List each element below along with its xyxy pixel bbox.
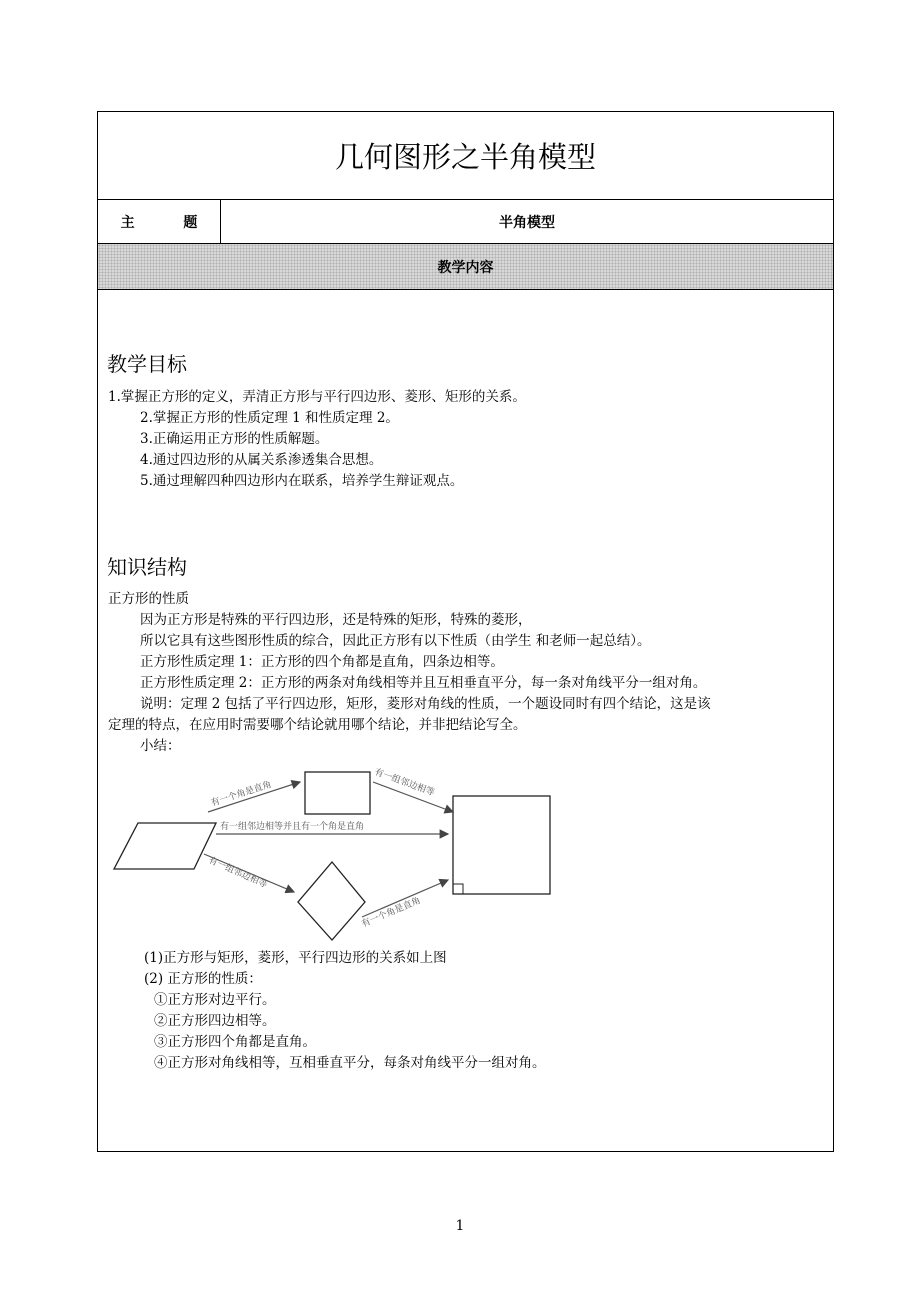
topic-row bbox=[98, 200, 833, 244]
paragraph: 正方形性质定理 2：正方形的两条对角线相等并且互相垂直平分，每一条对角线平分一组对角。 bbox=[140, 675, 707, 691]
label-rhombus-to-square: 有一个角是直角 bbox=[360, 895, 423, 930]
label-para-to-rhombus: 有一组邻边相等 bbox=[206, 855, 269, 891]
topic-label: 主 题 bbox=[98, 200, 221, 243]
goal-item: 4.通过四边形的从属关系渗透集合思想。 bbox=[140, 452, 383, 468]
paragraph: 正方形性质定理 1：正方形的四个角都是直角，四条边相等。 bbox=[140, 654, 504, 670]
summary-line: (2) 正方形的性质： bbox=[144, 971, 262, 987]
goal-item: 5.通过理解四种四边形内在联系，培养学生辩证观点。 bbox=[140, 473, 464, 489]
square-shape bbox=[453, 796, 550, 894]
page-number: 1 bbox=[455, 1218, 465, 1234]
topic-value: 半角模型 bbox=[499, 214, 555, 231]
rectangle-shape bbox=[305, 772, 370, 814]
knowledge-subheading: 正方形的性质 bbox=[108, 591, 189, 607]
label-rect-to-square: 有一组邻边相等 bbox=[372, 767, 436, 799]
rhombus-shape bbox=[298, 862, 365, 940]
content-header: 教学内容 bbox=[98, 244, 833, 290]
label-para-to-rect: 有一个角是直角 bbox=[209, 779, 273, 809]
paragraph: 定理的特点，在应用时需要哪个结论就用哪个结论，并非把结论写全。 bbox=[108, 717, 527, 733]
knowledge-heading: 知识结构 bbox=[107, 555, 187, 579]
paragraph: 小结： bbox=[140, 738, 181, 754]
title-row bbox=[98, 112, 833, 200]
goal-item: 2.掌握正方形的性质定理 1 和性质定理 2。 bbox=[140, 410, 399, 426]
goals-heading: 教学目标 bbox=[107, 352, 187, 376]
label-para-to-square: 有一组邻边相等并且有一个角是直角 bbox=[220, 822, 365, 832]
summary-line: ②正方形四边相等。 bbox=[154, 1013, 276, 1029]
summary-line: ④正方形对角线相等，互相垂直平分，每条对角线平分一组对角。 bbox=[154, 1055, 546, 1071]
summary-line: (1)正方形与矩形，菱形，平行四边形的关系如上图 bbox=[144, 950, 447, 966]
right-angle-mark bbox=[453, 884, 463, 894]
paragraph: 因为正方形是特殊的平行四边形，还是特殊的矩形，特殊的菱形， bbox=[140, 612, 532, 628]
goal-item: 3.正确运用正方形的性质解题。 bbox=[140, 431, 329, 447]
summary-line: ③正方形四个角都是直角。 bbox=[154, 1034, 316, 1050]
parallelogram-shape bbox=[114, 823, 216, 869]
summary-line: ①正方形对边平行。 bbox=[154, 992, 276, 1008]
quadrilateral-relation-diagram bbox=[108, 762, 558, 942]
paragraph: 所以它具有这些图形性质的综合，因此正方形有以下性质（由学生 和老师一起总结）。 bbox=[140, 633, 651, 649]
goal-item: 1.掌握正方形的定义，弄清正方形与平行四边形、菱形、矩形的关系。 bbox=[108, 389, 526, 405]
page-title: 几何图形之半角模型 bbox=[334, 140, 596, 174]
lesson-sheet bbox=[97, 111, 834, 1152]
paragraph: 说明：定理 2 包括了平行四边形，矩形，菱形对角线的性质，一个题设同时有四个结论，这是该 bbox=[140, 696, 711, 712]
